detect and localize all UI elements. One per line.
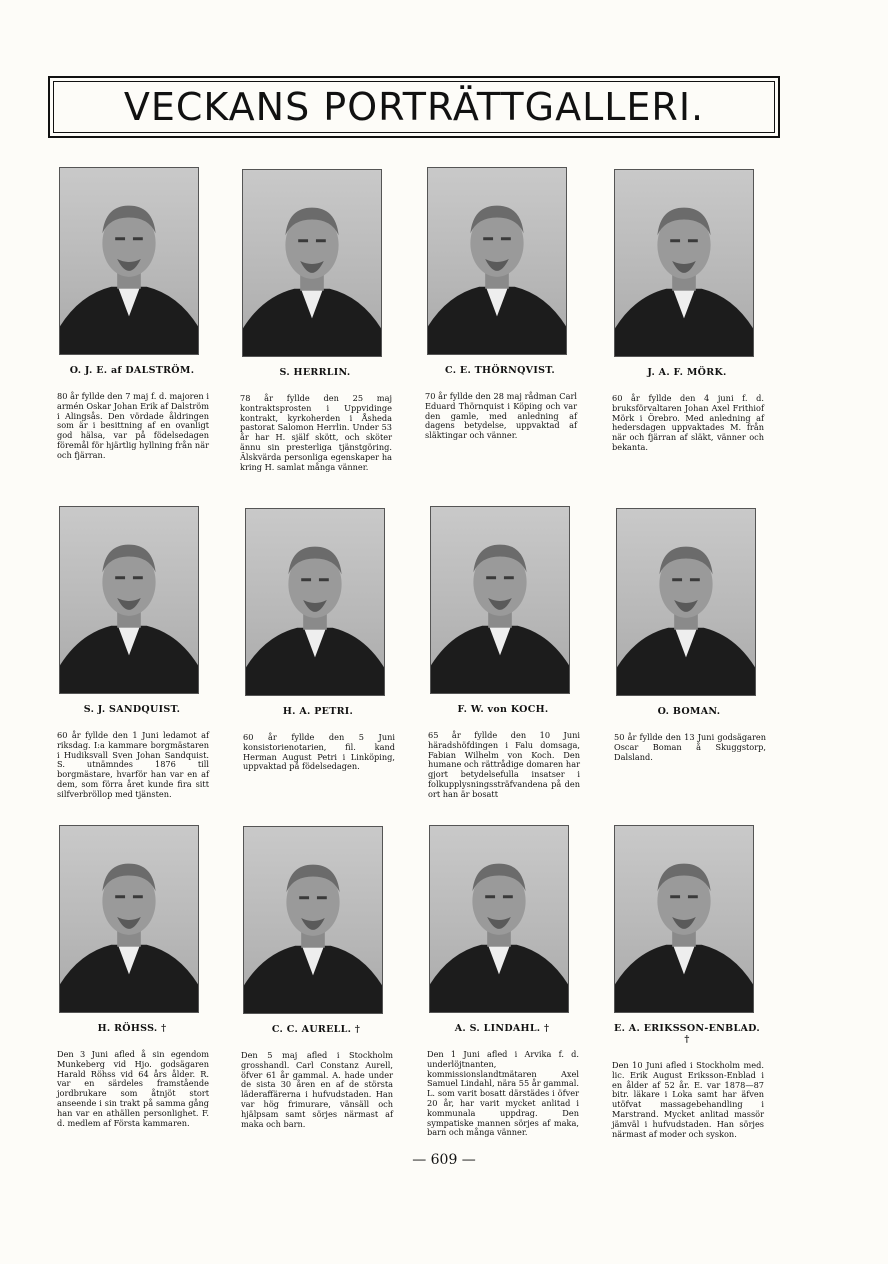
portrait-name: E. A. ERIKSSON-ENBLAD. †	[614, 1023, 760, 1045]
portrait-photo	[59, 506, 199, 694]
portrait-photo	[430, 506, 570, 694]
portrait-name: J. A. F. MÖRK.	[647, 367, 727, 378]
portrait-silhouette	[243, 170, 381, 356]
portrait-caption: Den 5 maj afled i Stockholm grosshandl. Carl Constanz Aurell, öfver 61 år gammal. A. hade under de sista 30 åren en af de största läderaffärerna i hufvudstaden. Han var hög frimurare, vänsäll och hjälpsam samt sörjes närmast af maka och barn.	[241, 1050, 393, 1129]
title-frame-inner	[53, 81, 775, 133]
portrait-card-sandquist	[57, 506, 253, 800]
portrait-card-petri	[243, 508, 439, 772]
portrait-caption: Den 1 Juni afled i Arvika f. d. underlöjtnanten, kommissionslandtmätaren Axel Samuel Lindahl, nära 55 år gammal. L. som varit bosatt därstädes i öfver 20 år, har varit mycket anlitad i kommunala uppdrag. Den sympatiske mannen sörjes af maka, barn och många vänner.	[427, 1049, 579, 1138]
portrait-card-thornqvist	[425, 167, 621, 441]
portrait-silhouette	[615, 170, 753, 356]
portrait-card-herrlin	[240, 169, 436, 472]
portrait-silhouette	[60, 168, 198, 354]
portrait-silhouette	[246, 509, 384, 695]
portrait-card-mork	[612, 169, 808, 453]
portrait-caption: 78 år fyllde den 25 maj kontraktsprosten i Uppvidinge kontrakt, kyrkoherden i Åsheda pastorat Salomon Herrlin. Under 53 år har H. själf skött, och sköter ännu sin presterliga tjänstgöring. Älskvärda personliga egenskaper ha kring H. samlat många vänner.	[240, 393, 392, 472]
portrait-photo	[243, 826, 383, 1014]
portrait-caption: 60 år fyllde den 1 Juni ledamot af riksdag. I:a kammare borgmästaren i Hudiksvall Sven Johan Sandquist. S. utnämndes 1876 till borgmästare, hvarför han var en af dem, som förra året kunde fira sitt silfverbröllop med tjänsten.	[57, 730, 209, 799]
portrait-silhouette	[428, 168, 566, 354]
portrait-caption: 60 år fyllde den 5 Juni konsistorienotarien, fil. kand Herman August Petri i Linköping, uppvaktad på födelsedagen.	[243, 732, 395, 772]
page-number: — 609 —	[412, 1152, 476, 1168]
portrait-name: S. HERRLIN.	[279, 367, 351, 378]
portrait-name: O. J. E. af DALSTRÖM.	[69, 365, 195, 376]
portrait-caption: Den 3 Juni afled å sin egendom Munkeberg vid Hjo. godsägaren Harald Röhss vid 64 års ålder. R. var en särdeles framstående jordbrukare som åtnjöt stort anseende i sin trakt på samma gång han var en athällen personlighet. F. d. medlem af Första kammaren.	[57, 1049, 209, 1128]
portrait-silhouette	[60, 826, 198, 1012]
portrait-name: O. BOMAN.	[657, 706, 721, 717]
portrait-card-rohss	[57, 825, 253, 1128]
portrait-silhouette	[244, 827, 382, 1013]
portrait-caption: 80 år fyllde den 7 maj f. d. majoren i armén Oskar Johan Erik af Dalström i Alingsås. Den vördade åldringen som är i besittning af en ovanligt god hälsa, var på födelsedagen föremål för hjärtlig hyllning från när och fjärran.	[57, 391, 209, 460]
portrait-photo	[614, 169, 754, 357]
portrait-photo	[614, 825, 754, 1013]
page-title: VECKANS PORTRÄTTGALLERI.	[123, 85, 705, 129]
portrait-photo	[245, 508, 385, 696]
portrait-name: H. A. PETRI.	[282, 706, 354, 717]
portrait-name: C. C. AURELL. †	[271, 1024, 361, 1035]
portrait-photo	[59, 825, 199, 1013]
portrait-card-koch	[428, 506, 624, 800]
title-frame	[48, 76, 780, 138]
portrait-caption: 65 år fyllde den 10 Juni häradshöfdingen i Falu domsaga, Fabian Wilhelm von Koch. Den humane och rättrådige domaren har gjort betydelsefulla insatser i folkupplysningssträfvandena på den ort han är bosatt	[428, 730, 580, 799]
portrait-caption: 70 år fyllde den 28 maj rådman Carl Eduard Thörnquist i Köping och var den gamle, med anledning af dagens betydelse, uppvaktad af släktingar och vänner.	[425, 391, 577, 441]
portrait-caption: Den 10 Juni afled i Stockholm med. lic. Erik August Eriksson-Enblad i en ålder af 52 år. E. var 1878—87 bitr. läkare i Loka samt har äfven utöfvat massagebehandling i Marstrand. Mycket anlitad massör jämväl i hufvudstaden. Han sörjes närmast af moder och syskon.	[612, 1060, 764, 1139]
portrait-card-dalstrom	[57, 167, 253, 461]
portrait-name: A. S. LINDAHL. †	[454, 1023, 550, 1034]
portrait-card-eriksson-enblad	[612, 825, 808, 1139]
portrait-silhouette	[617, 509, 755, 695]
portrait-name: H. RÖHSS. †	[97, 1023, 167, 1034]
portrait-photo	[427, 167, 567, 355]
portrait-silhouette	[431, 507, 569, 693]
portrait-card-boman	[614, 508, 810, 762]
portrait-silhouette	[430, 826, 568, 1012]
portrait-caption: 50 år fyllde den 13 Juni godsägaren Oscar Boman å Skuggstorp, Dalsland.	[614, 732, 766, 762]
portrait-name: F. W. von KOCH.	[457, 704, 549, 715]
portrait-silhouette	[60, 507, 198, 693]
portrait-card-aurell	[241, 826, 437, 1129]
portrait-photo	[242, 169, 382, 357]
portrait-photo	[59, 167, 199, 355]
portrait-name: C. E. THÖRNQVIST.	[445, 365, 555, 376]
portrait-caption: 60 år fyllde den 4 juni f. d. bruksförvaltaren Johan Axel Frithiof Mörk i Örebro. Med anledning af hedersdagen uppvaktades M. från när och fjärran af släkt, vänner och bekanta.	[612, 393, 764, 452]
portrait-silhouette	[615, 826, 753, 1012]
portrait-name: S. J. SANDQUIST.	[83, 704, 181, 715]
portrait-photo	[429, 825, 569, 1013]
portrait-card-lindahl	[427, 825, 623, 1138]
portrait-photo	[616, 508, 756, 696]
